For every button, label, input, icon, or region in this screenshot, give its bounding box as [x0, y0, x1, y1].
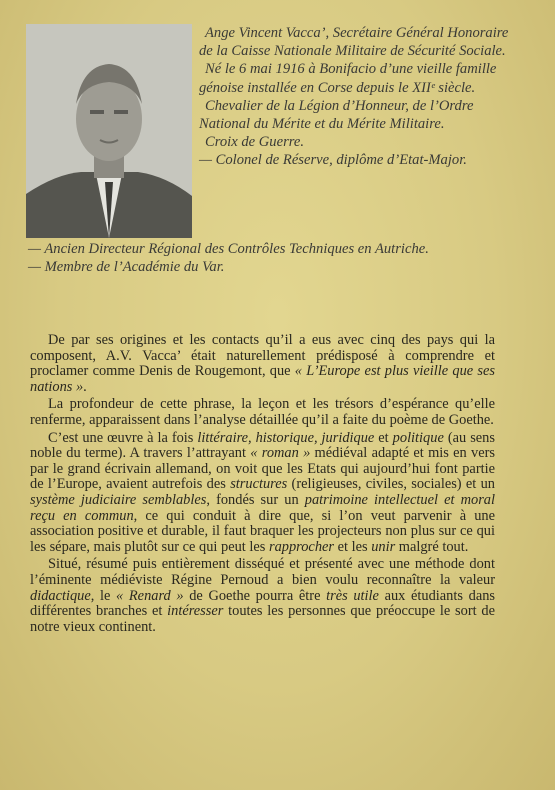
bio-colonel: — Colonel de Réserve, diplôme d’Etat-Major.: [199, 152, 467, 169]
author-bio-continued: [28, 240, 508, 276]
text-span: , le: [90, 587, 117, 604]
text-span: de Goethe pourra être: [183, 587, 327, 604]
paragraph-3: [30, 431, 495, 556]
text-span: Situé, résumé puis entièrement disséqué et présenté avec une méthode dont l’éminente médiéviste Régine Pernoud a bien voulu reconnaître la valeur: [30, 556, 495, 588]
paragraph-4: [30, 557, 495, 635]
bio-birth: Né le 6 mai 1916 à Bonifacio d’une vieille famille génoise installée en Corse depuis le XIIᵉ siècle.: [199, 61, 497, 96]
emphasis: rapprocher: [268, 538, 335, 555]
emphasis: « Renard »: [116, 587, 184, 604]
bio-honours: Chevalier de la Légion d’Honneur, de l’Ordre National du Mérite et du Mérite Militaire.: [199, 97, 474, 133]
text-span: et les: [334, 538, 372, 555]
text-span: (au sens noble du terme). A travers l’attrayant: [30, 429, 495, 462]
emphasis: didactique: [30, 587, 91, 604]
bio-academie: — Membre de l’Académie du Var.: [28, 259, 225, 276]
emphasis: système judiciaire semblables: [30, 491, 207, 508]
bio-croix: Croix de Guerre.: [205, 134, 305, 151]
text-span: et: [374, 429, 393, 446]
bio-title: Ange Vincent Vacca’, Secrétaire Général Honoraire de la Caisse Nationale Militaire de Sécurité Sociale.: [199, 25, 509, 60]
text-span: , fondés sur un: [206, 491, 305, 508]
presentation-text: [30, 333, 495, 637]
text-span: , ce qui conduit à dire que, si l’on veut parvenir à une association positive et durable, il faut braquer les projecteurs non plus sur ce qui les sépare, mais plutôt sur ce qui peut les: [30, 507, 495, 555]
author-bio: [199, 24, 509, 170]
author-portrait: [26, 24, 192, 238]
author-portrait-image: [26, 24, 192, 238]
emphasis: patrimoine intellectuel et moral reçu en commun: [30, 491, 495, 524]
text-span: médiéval adapté et mis en vers par le grand écrivain allemand, on voit que les Etats qui aujourd’hui font partie de l’Europe, avaient autrefois des: [30, 445, 495, 493]
text-span: malgré tout.: [395, 538, 469, 555]
bio-directeur: — Ancien Directeur Régional des Contrôles Techniques en Autriche.: [28, 241, 429, 257]
emphasis: politique: [392, 429, 444, 446]
text-span: (religieuses, civiles, sociales) et un: [287, 476, 496, 493]
quote-rougemont: « L’Europe est plus vieille que ses nations »: [30, 363, 495, 395]
emphasis: intéresser: [167, 603, 224, 620]
emphasis: très utile: [326, 587, 379, 604]
paragraph-1: [30, 333, 495, 395]
text-span: toutes les personnes que préoccupe le sort de notre vieux continent.: [30, 603, 495, 635]
emphasis: « roman »: [250, 445, 311, 462]
paragraph-2: La profondeur de cette phrase, la leçon et les trésors d’espérance qu’elle renferme, apparaissent dans l’analyse détaillée qu’il a faite du poème de Goethe.: [30, 396, 495, 428]
text-span: .: [83, 378, 87, 395]
emphasis: littéraire, historique, juridique: [197, 429, 375, 446]
text-span: aux étudiants dans différentes branches et: [30, 587, 496, 620]
text-span: De par ses origines et les contacts qu’il a eus avec cinq des pays qui la composent, A.V. Vacca’ était naturellement prédisposé à comprendre et proclamer comme Denis de Rougemont, que: [30, 332, 495, 380]
text-span: C’est une œuvre à la fois: [48, 429, 198, 446]
emphasis: unir: [371, 538, 396, 555]
emphasis: structures: [230, 476, 288, 493]
